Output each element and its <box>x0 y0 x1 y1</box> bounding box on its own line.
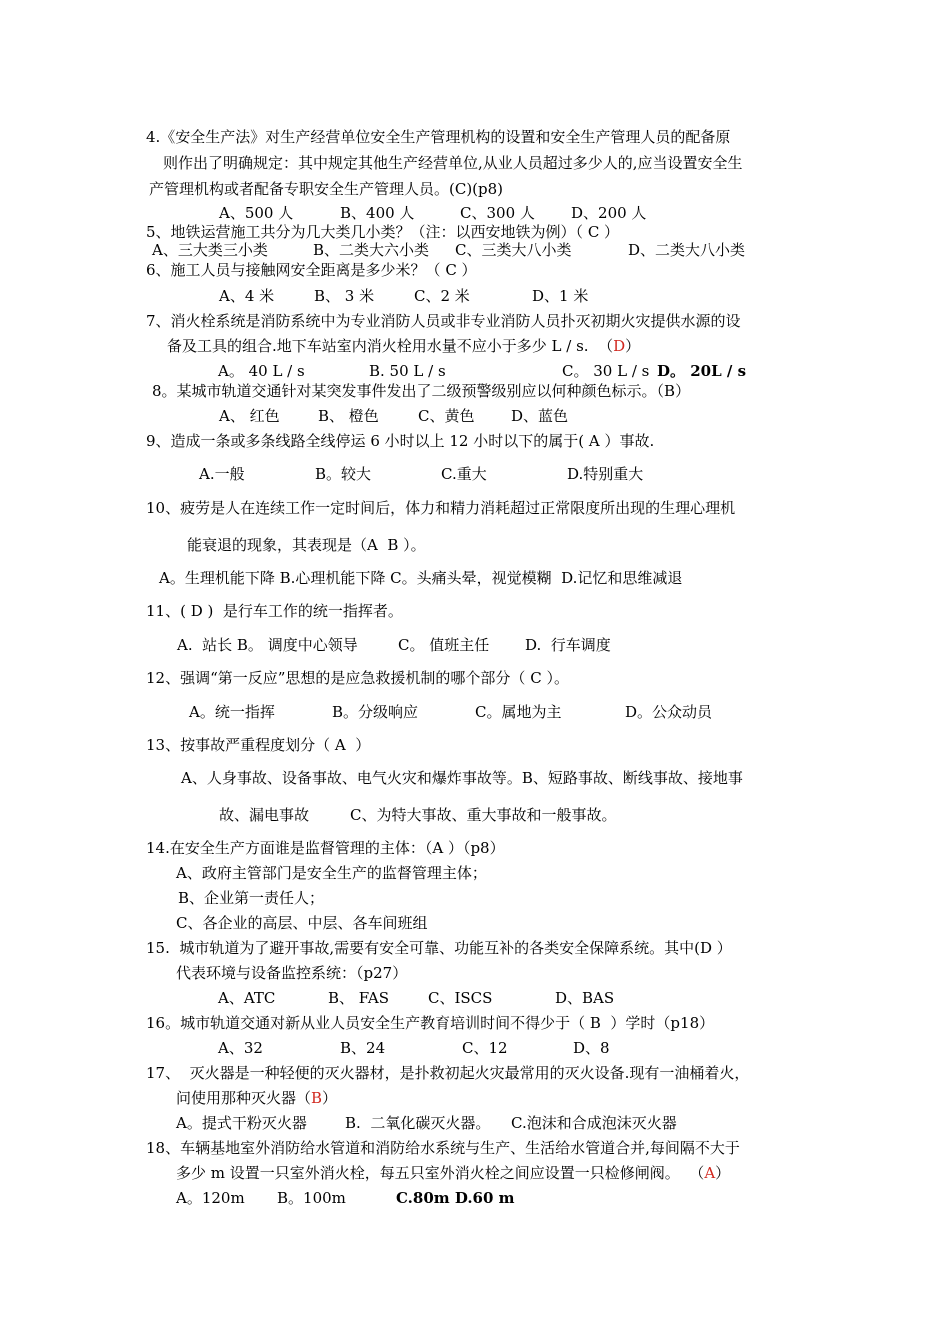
q6-option-a: A、4 米 <box>219 287 275 305</box>
q7-line-2 <box>167 336 640 356</box>
q9-option-c: C.重大 <box>441 465 487 483</box>
q7-line-1: 7、消火栓系统是消防系统中为专业消防人员或非专业消防人员扑灭初期火灾提供水源的设 <box>146 312 741 330</box>
q4-option-c: C、300 人 <box>460 204 535 222</box>
q4-option-a: A、500 人 <box>219 204 294 222</box>
q14-line-1: 14.在安全生产方面谁是监督管理的主体：（A ）（p8） <box>146 839 505 857</box>
q4-line-2: 则作出了明确规定：其中规定其他生产经营单位,从业人员超过多少人的,应当设置安全生 <box>163 154 743 172</box>
q12-option-c: C。属地为主 <box>475 703 562 721</box>
q9-option-b: B。较大 <box>315 465 372 483</box>
q8-option-a: A、 红色 <box>219 407 280 425</box>
q9-line-1: 9、造成一条或多条线路全线停运 6 小时以上 12 小时以下的属于( A ）事故. <box>146 432 655 450</box>
q15-line-1: 15. 城市轨道为了避开事故,需要有安全可靠、功能互补的各类安全保障系统。其中(D ） <box>146 939 732 957</box>
q11-option-ab: A. 站长 B。 调度中心领导 <box>177 636 358 654</box>
q4-line-1: 4.《安全生产法》对生产经营单位安全生产管理机构的设置和安全生产管理人员的配备原 <box>146 128 731 146</box>
q11-line-1: 11、( D ) 是行车工作的统一指挥者。 <box>146 602 403 620</box>
q18-line-1: 18、车辆基地室外消防给水管道和消防给水系统与生产、生活给水管道合并,每间隔不大于 <box>146 1139 740 1157</box>
q12-option-b: B。分级响应 <box>332 703 419 721</box>
q18-option-cd: C.80m D.60 m <box>396 1189 515 1207</box>
q7-answer: D <box>613 337 626 355</box>
q9-option-d: D.特别重大 <box>567 465 644 483</box>
q18-close: ） <box>715 1164 731 1182</box>
q8-line-1: 8。某城市轨道交通针对某突发事件发出了二级预警级别应以何种颜色标示。（B） <box>152 382 691 400</box>
q18-option-b: B。100m <box>277 1189 346 1207</box>
q6-option-d: D、1 米 <box>532 287 589 305</box>
q17-close: ） <box>322 1089 338 1107</box>
q5-option-b: B、二类大六小类 <box>313 241 430 259</box>
q18-line-2-text: 多少 m 设置一只室外消火栓，每五只室外消火栓之间应设置一只检修闸阀。 （ <box>176 1164 705 1182</box>
q15-option-a: A、ATC <box>218 989 276 1007</box>
q18-line-2 <box>176 1163 730 1183</box>
q11-option-c: C。 值班主任 <box>398 636 490 654</box>
q18-option-a: A。120m <box>176 1189 245 1207</box>
q17-line-2-text: 问使用那种灭火器（ <box>176 1089 312 1107</box>
q7-option-d: D。 20L / s <box>657 362 747 380</box>
q9-option-a: A.一般 <box>199 465 245 483</box>
q6-line-1: 6、施工人员与接触网安全距离是多少米？（ C ） <box>146 261 477 279</box>
q14-option-a: A、政府主管部门是安全生产的监督管理主体； <box>176 864 487 882</box>
q13-line-3: 故、漏电事故 <box>219 806 310 824</box>
q6-option-c: C、2 米 <box>414 287 470 305</box>
q16-option-a: A、32 <box>218 1039 263 1057</box>
q15-option-c: C、ISCS <box>428 989 493 1007</box>
q7-line-2-text: 备及工具的组合.地下车站室内消火栓用水量不应小于多少 L / s. （ <box>167 337 614 355</box>
q6-option-b: B、 3 米 <box>314 287 375 305</box>
q5-option-d: D、二类大八小类 <box>628 241 746 259</box>
q12-option-a: A。统一指挥 <box>189 703 275 721</box>
q12-option-d: D。公众动员 <box>625 703 713 721</box>
q11-option-d: D. 行车调度 <box>525 636 611 654</box>
q17-option-a: A。提式干粉灭火器 <box>176 1114 307 1132</box>
q17-line-2 <box>176 1088 337 1108</box>
q13-line-1: 13、按事故严重程度划分（ A ） <box>146 736 371 754</box>
q7-option-c: C。 30 L / s <box>562 362 650 380</box>
q16-option-d: D、8 <box>573 1039 610 1057</box>
q17-line-1: 17、 灭火器是一种轻便的灭火器材，是扑救初起火灾最常用的灭火设备.现有一油桶着火， <box>146 1064 750 1082</box>
q7-close: ） <box>625 337 641 355</box>
q15-option-b: B、 FAS <box>328 989 390 1007</box>
q16-line-1: 16。城市轨道交通对新从业人员安全生产教育培训时间不得少于（ B ）学时（p18） <box>146 1014 715 1032</box>
q4-option-b: B、400 人 <box>340 204 415 222</box>
q14-option-b: B、企业第一责任人； <box>178 889 325 907</box>
q16-option-c: C、12 <box>462 1039 508 1057</box>
q10-line-1: 10、疲劳是人在连续工作一定时间后，体力和精力消耗超过正常限度所出现的生理心理机 <box>146 499 736 517</box>
q7-option-a: A。 40 L / s <box>218 362 305 380</box>
q10-options: A。生理机能下降 B.心理机能下降 C。头痛头晕，视觉模糊 D.记忆和思维减退 <box>159 569 683 587</box>
q15-option-d: D、BAS <box>555 989 615 1007</box>
q4-line-3: 产管理机构或者配备专职安全生产管理人员。(C)(p8) <box>149 180 504 198</box>
q5-option-c: C、三类大八小类 <box>455 241 572 259</box>
q8-option-b: B、 橙色 <box>318 407 379 425</box>
q16-option-b: B、24 <box>340 1039 386 1057</box>
q8-option-d: D、蓝色 <box>511 407 569 425</box>
q7-option-b: B. 50 L / s <box>369 362 446 380</box>
q17-option-b: B. 二氧化碳灭火器。 <box>345 1114 491 1132</box>
q13-line-2: A、人身事故、设备事故、电气火灾和爆炸事故等。B、短路事故、断线事故、接地事 <box>181 769 743 787</box>
q17-answer: B <box>311 1089 323 1107</box>
q8-option-c: C、黄色 <box>418 407 475 425</box>
q14-option-c: C、各企业的高层、中层、各车间班组 <box>176 914 428 932</box>
q10-line-2: 能衰退的现象，其表现是（A B ）。 <box>187 536 426 554</box>
q15-line-2: 代表环境与设备监控系统：（p27） <box>176 964 408 982</box>
q5-option-a: A、三大类三小类 <box>152 241 268 259</box>
q18-answer: A <box>704 1164 716 1182</box>
q12-line-1: 12、强调“第一反应”思想的是应急救援机制的哪个部分（ C ）。 <box>146 669 569 687</box>
q17-option-c: C.泡沫和合成泡沫灭火器 <box>511 1114 677 1132</box>
q5-line-1: 5、地铁运营施工共分为几大类几小类？（注：以西安地铁为例）（ C ） <box>146 223 620 241</box>
q4-option-d: D、200 人 <box>571 204 647 222</box>
q13-line-3b: C、为特大事故、重大事故和一般事故。 <box>350 806 617 824</box>
